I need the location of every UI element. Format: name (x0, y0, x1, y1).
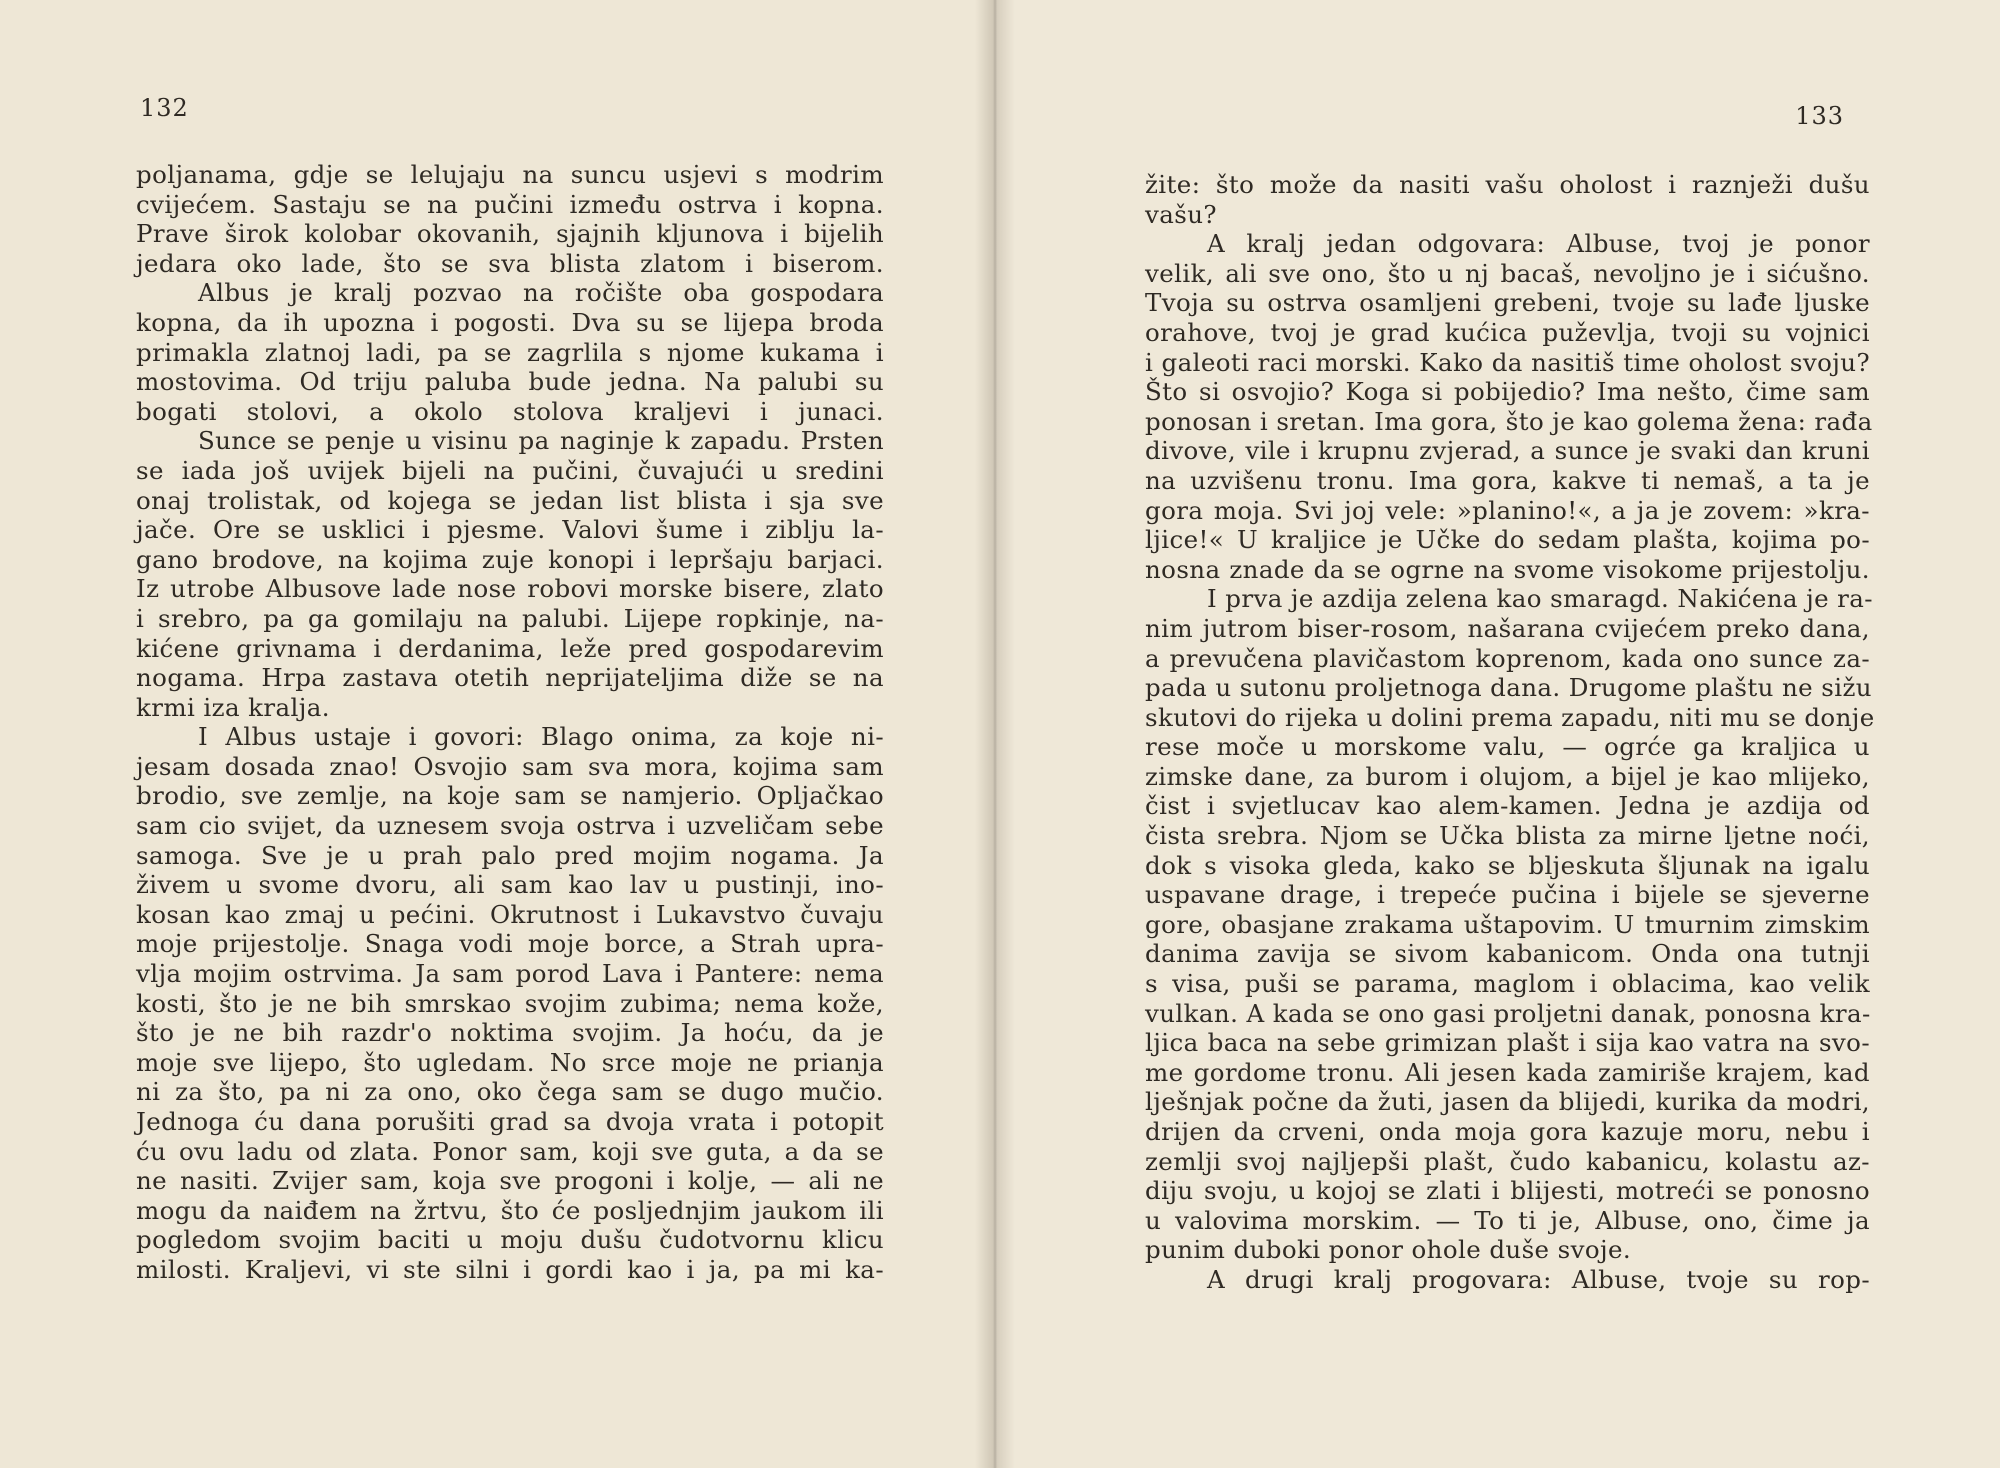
text-line: čist i svjetlucav kao alem-kamen. Jedna je azdija od (1145, 791, 1870, 821)
text-line: cvijećem. Sastaju se na pučini između ostrva i kopna. (136, 189, 884, 219)
text-line: Što si osvojio? Koga si pobijedio? Ima nešto, čime sam (1145, 377, 1870, 407)
text-line: na uzvišenu tronu. Ima gora, kakve ti nemaš, a ta je (1145, 465, 1870, 495)
text-line: diju svoju, u kojoj se zlati i blijesti, motreći se ponosno (1145, 1176, 1870, 1206)
text-line: Prave širok kolobar okovanih, sjajnih kljunova i bijelih (136, 219, 884, 249)
text-line: A drugi kralj progovara: Albuse, tvoje su rop- (1207, 1264, 1870, 1294)
text-line: danima zavija se sivom kabanicom. Onda ona tutnji (1145, 939, 1870, 969)
text-line: dok s visoka gleda, kako se bljeskuta šljunak na igalu (1145, 850, 1870, 880)
text-line: ću ovu ladu od zlata. Ponor sam, koji sve guta, a da se (136, 1136, 884, 1166)
text-line: lješnjak počne da žuti, jasen da blijedi, kurika da modri, (1145, 1087, 1870, 1117)
left-page-text (136, 160, 884, 1285)
text-line: čista srebra. Njom se Učka blista za mirne ljetne noći, (1145, 821, 1870, 851)
text-line: divove, vile i krupnu zvjerad, a sunce je svaki dan kruni (1145, 436, 1870, 466)
right-page-text (1145, 170, 1875, 1295)
text-line: nosna znade da se ogrne na svome visokome prijestolju. (1145, 554, 1870, 584)
page-number-left: 132 (140, 94, 189, 122)
text-line: u valovima morskim. — To ti je, Albuse, ono, čime ja (1145, 1205, 1870, 1235)
book-gutter (975, 0, 1015, 1468)
text-line: vašu? (1145, 199, 1217, 229)
text-line: drijen da crveni, onda moja gora kazuje moru, nebu i (1145, 1117, 1870, 1146)
text-line: onaj trolistak, od kojega se jedan list blista i sja sve (136, 485, 884, 515)
text-line: pada u sutonu proljetnoga dana. Drugome plaštu ne sižu (1145, 673, 1872, 703)
text-line: nim jutrom biser-rosom, našarana cvijećem preko dana, (1145, 613, 1870, 643)
text-line: punim duboki ponor ohole duše svoje. (1145, 1235, 1632, 1265)
text-line: primakla zlatnoj ladi, pa se zagrlila s njome kukama i (136, 337, 884, 367)
text-line: rese moče u morskome valu, — ogrće ga kraljica u (1145, 732, 1870, 762)
text-line: Tvoja su ostrva osamljeni grebeni, tvoje su lađe ljuske (1145, 288, 1870, 318)
text-line: kićene grivnama i derdanima, leže pred gospodarevim (136, 633, 884, 663)
text-line: I prva je azdija zelena kao smaragd. Nakićena je ra- (1207, 584, 1873, 614)
text-line: mogu da naiđem na žrtvu, što će posljednjim jaukom ili (136, 1195, 884, 1225)
text-line: Albus je kralj pozvao na ročište oba gospodara (198, 278, 884, 308)
text-line: samoga. Sve je u prah palo pred mojim nogama. Ja (136, 840, 884, 870)
text-line: bogati stolovi, a okolo stolova kraljevi i junaci. (136, 396, 884, 426)
text-line: Jednoga ću dana porušiti grad sa dvoja vrata i potopit (136, 1107, 884, 1136)
text-line: krmi iza kralja. (136, 692, 330, 722)
text-line: ne nasiti. Zvijer sam, koja sve progoni i kolje, — ali ne (136, 1166, 884, 1196)
text-line: vulkan. A kada se ono gasi proljetni danak, ponosna kra- (1145, 998, 1871, 1028)
text-line: što je ne bih razdr'o noktima svojim. Ja hoću, da je (136, 1018, 884, 1048)
text-line: gano brodove, na kojima zuje konopi i lepršaju barjaci. (136, 544, 884, 574)
text-line: skutovi do rijeka u dolini prema zapadu, niti mu se donje (1145, 702, 1875, 732)
text-line: se iada još uvijek bijeli na pučini, čuvajući u sredini (136, 455, 884, 485)
text-line: kopna, da ih upozna i pogosti. Dva su se lijepa broda (136, 307, 884, 337)
text-line: a prevučena plavičastom koprenom, kada ono sunce za- (1145, 643, 1870, 673)
page-number-right: 133 (1795, 102, 1844, 130)
text-line: moje sve lijepo, što ugledam. No srce moje ne prianja (136, 1047, 884, 1077)
text-line: ljice!« U kraljice je Učke do sedam plašta, kojima po- (1145, 525, 1870, 555)
text-line: zemlji svoj najljepši plašt, čudo kabanicu, kolastu az- (1145, 1146, 1870, 1176)
text-line: žite: što može da nasiti vašu oholost i raznježi dušu (1145, 170, 1870, 199)
text-line: sam cio svijet, da uznesem svoja ostrva i uzveličam sebe (136, 811, 884, 841)
text-line: pogledom svojim baciti u moju dušu čudotvornu klicu (136, 1225, 884, 1255)
text-line: moje prijestolje. Snaga vodi moje borce, a Strah upra- (136, 929, 884, 959)
text-line: poljanama, gdje se lelujaju na suncu usjevi s modrim (136, 160, 884, 189)
text-line: ljica baca na sebe grimizan plašt i sija kao vatra na svo- (1145, 1028, 1870, 1058)
text-line: zimske dane, za burom i olujom, a bijel je kao mlijeko, (1145, 761, 1870, 791)
text-line: milosti. Kraljevi, vi ste silni i gordi kao i ja, pa mi ka- (136, 1254, 884, 1284)
text-line: živem u svome dvoru, ali sam kao lav u pustinji, ino- (136, 870, 884, 900)
text-line: A kralj jedan odgovara: Albuse, tvoj je ponor (1207, 229, 1870, 259)
text-line: vlja mojim ostrvima. Ja sam porod Lava i Pantere: nema (136, 959, 884, 989)
text-line: jedara oko lade, što se sva blista zlatom i biserom. (136, 248, 884, 278)
text-line: i srebro, pa ga gomilaju na palubi. Lijepe ropkinje, na- (136, 603, 884, 633)
text-line: gora moja. Svi joj vele: »planino!«, a ja je zovem: »kra- (1145, 495, 1870, 525)
text-line: me gordome tronu. Ali jesen kada zamiriše krajem, kad (1145, 1057, 1870, 1087)
text-line: jače. Ore se usklici i pjesme. Valovi šume i ziblju la- (136, 515, 884, 545)
text-line: Sunce se penje u visinu pa naginje k zapadu. Prsten (198, 426, 884, 456)
text-line: nogama. Hrpa zastava otetih neprijateljima diže se na (136, 663, 884, 693)
left-page (0, 0, 990, 1468)
text-line: ni za što, pa ni za ono, oko čega sam se dugo mučio. (136, 1077, 884, 1107)
text-line: uspavane drage, i trepeće pučina i bijele se sjeverne (1145, 880, 1870, 910)
text-line: kosan kao zmaj u pećini. Okrutnost i Lukavstvo čuvaju (136, 899, 884, 929)
text-line: brodio, sve zemlje, na koje sam se namjerio. Opljačkao (136, 781, 884, 811)
text-line: orahove, tvoj je grad kućica puževlja, tvoji su vojnici (1145, 317, 1870, 347)
text-line: s visa, puši se parama, maglom i oblacima, kao velik (1145, 969, 1870, 999)
right-page (990, 0, 2000, 1468)
text-line: Iz utrobe Albusove lade nose robovi morske bisere, zlato (136, 574, 884, 604)
text-line: i galeoti raci morski. Kako da nasitiš time oholost svoju? (1145, 347, 1870, 377)
text-line: I Albus ustaje i govori: Blago onima, za koje ni- (198, 722, 884, 752)
text-line: velik, ali sve ono, što u nj bacaš, nevoljno je i sićušno. (1145, 258, 1870, 288)
text-line: gore, obasjane zrakama uštapovim. U tmurnim zimskim (1145, 909, 1870, 939)
text-line: mostovima. Od triju paluba bude jedna. Na palubi su (136, 367, 884, 397)
text-line: kosti, što je ne bih smrskao svojim zubima; nema kože, (136, 988, 884, 1018)
text-line: ponosan i sretan. Ima gora, što je kao golema žena: rađa (1145, 406, 1873, 436)
text-line: jesam dosada znao! Osvojio sam sva mora, kojima sam (136, 751, 884, 781)
